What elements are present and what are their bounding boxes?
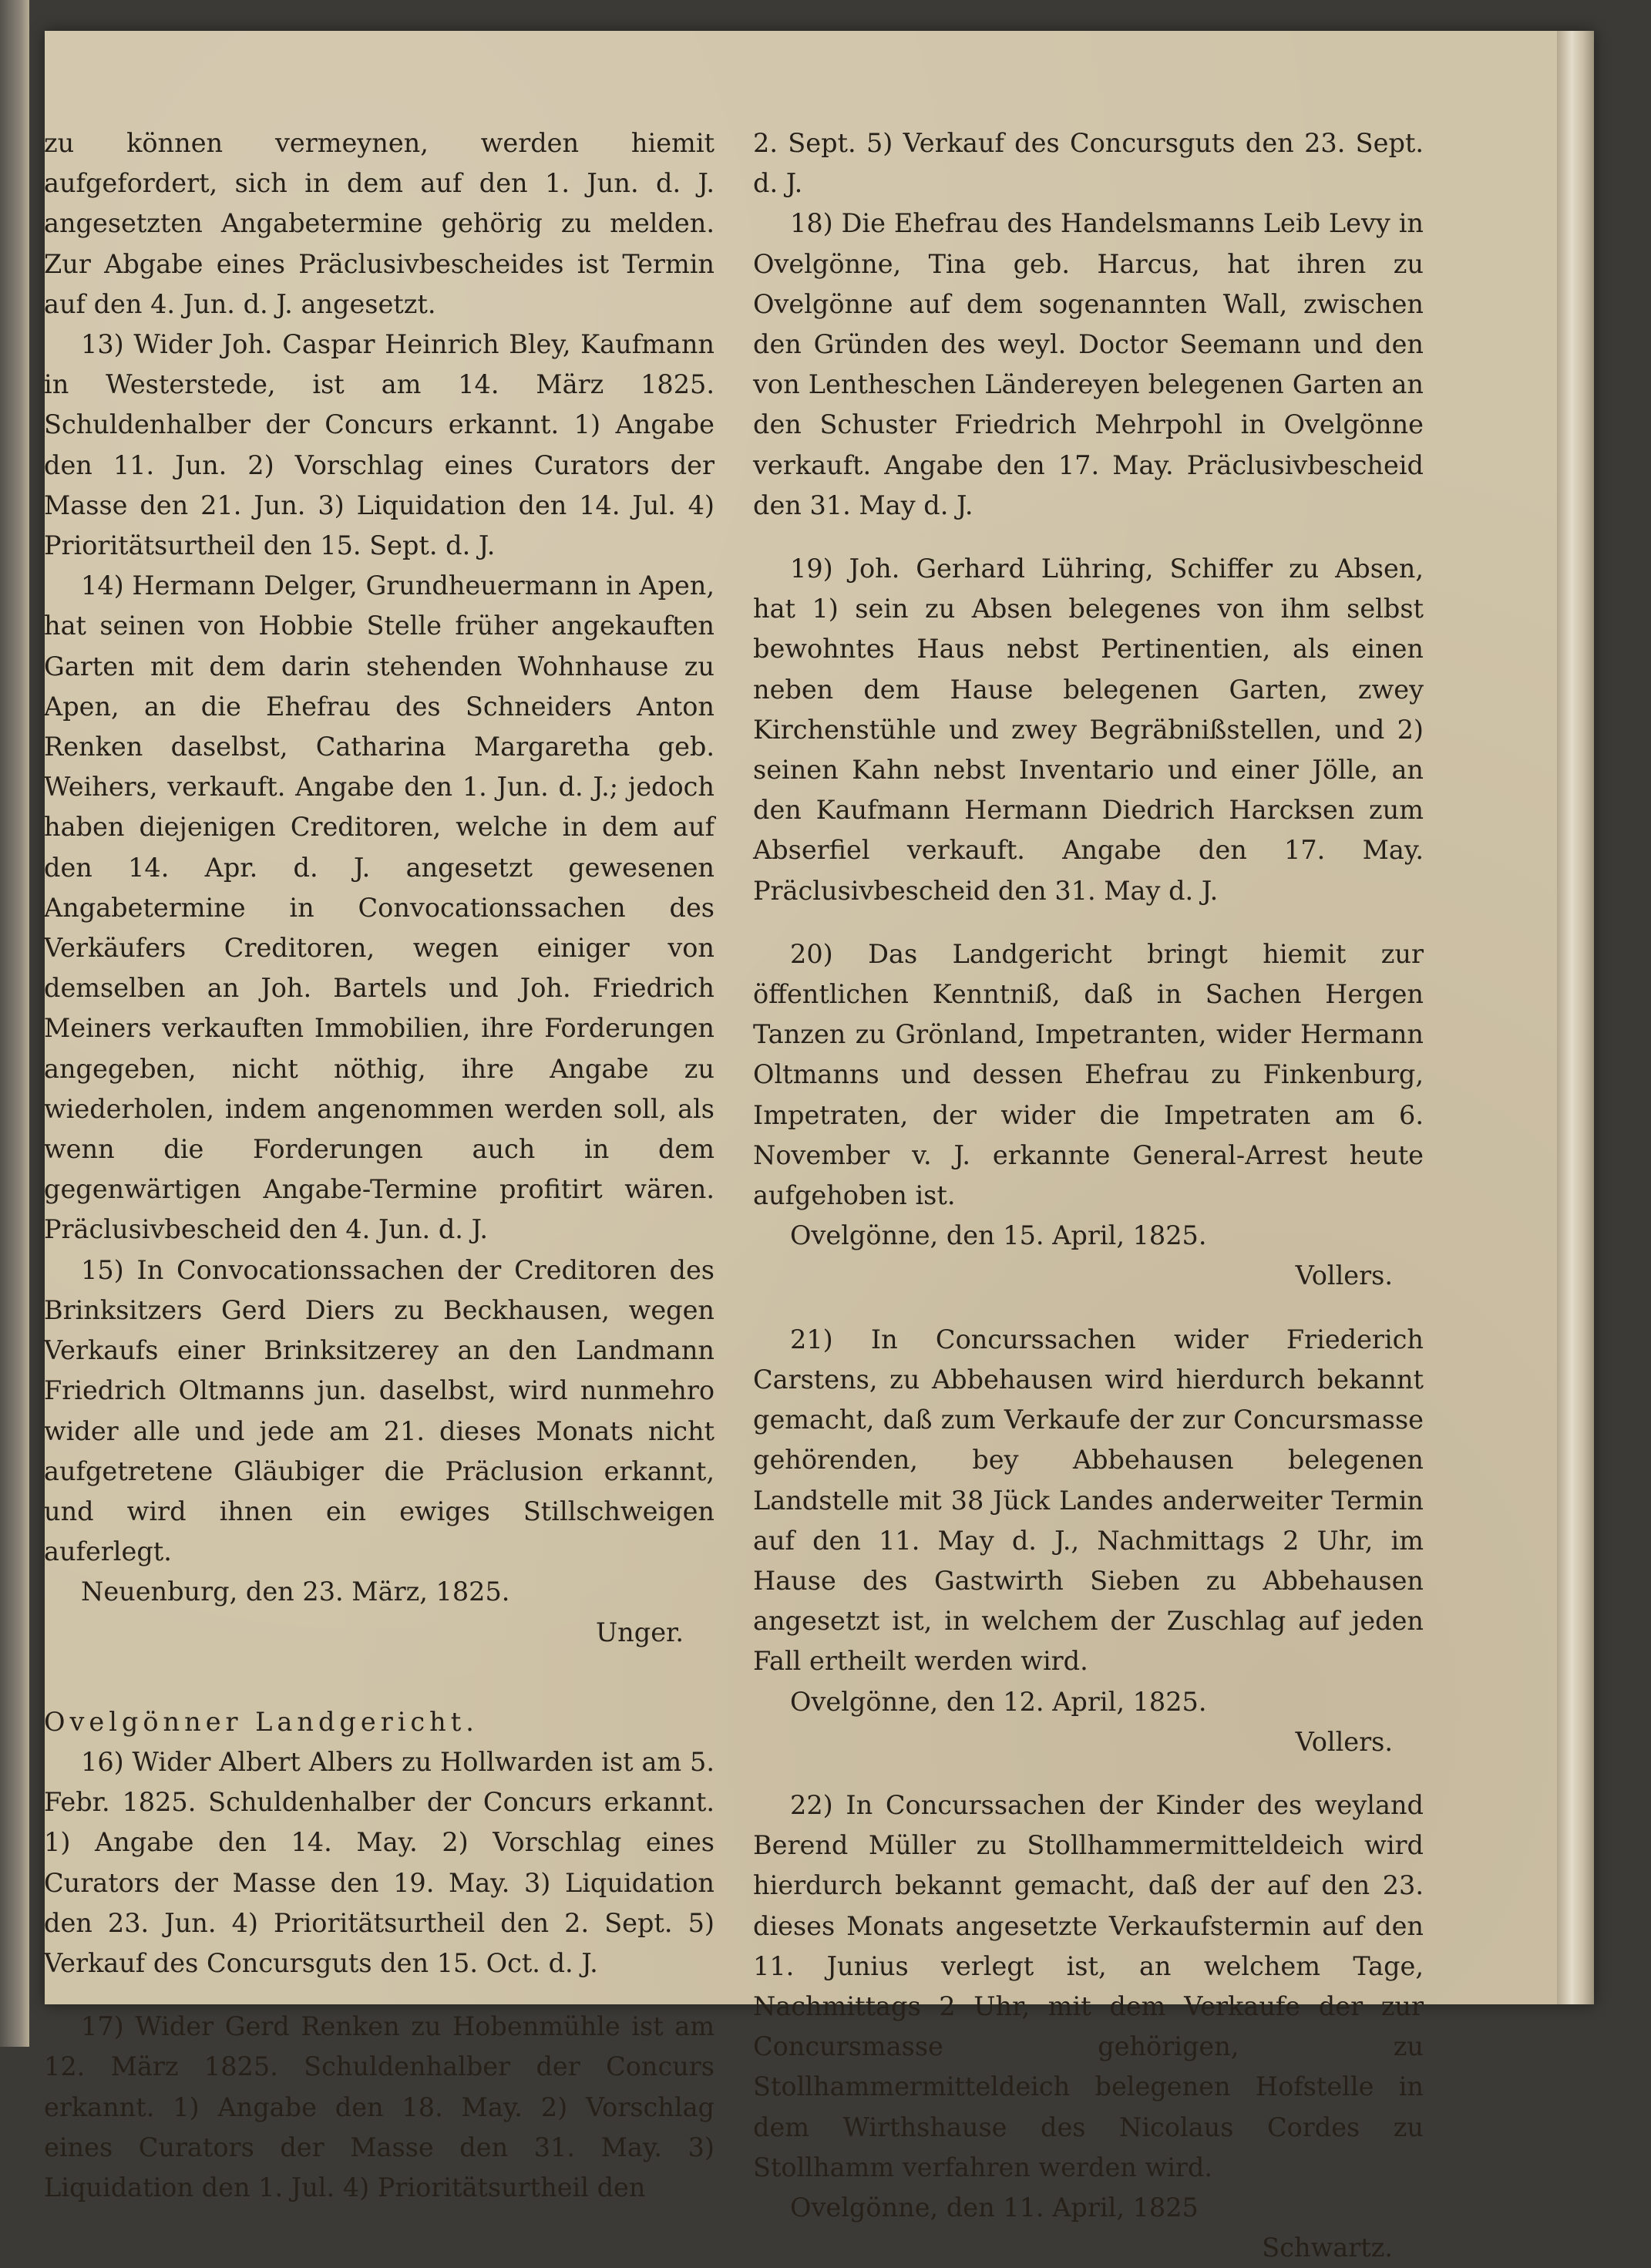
- notice-21: 21) In Concurssachen wider Friederich Carstens, zu Abbehausen wird hierdurch bekannt gemacht, daß zum Verkaufe der zur Concursmasse gehörenden, bey Abbehausen belegenen Landstelle mit 38 Jück Landes anderweiter Termin auf den 11. May d. J., Nachmittags 2 Uhr, im Hause des Gastwirth Sieben zu Abbehausen angesetzt ist, in welchem der Zuschlag auf jeden Fall ertheilt werden wird.: [753, 1324, 1424, 1677]
- paragraph-continued: zu können vermeynen, werden hiemit aufgefordert, sich in dem auf den 1. Jun. d. J. angesetzten Angabetermine gehörig zu melden. Zur Abgabe eines Präclusivbescheides ist Termin auf den 4. Jun. d. J. angesetzt.: [44, 128, 715, 319]
- notice-22: 22) In Concurssachen der Kinder des weyland Berend Müller zu Stollhammermitteldeich wird hierdurch bekannt gemacht, daß der auf den 23. dieses Monats angesetzte Verkaufstermin auf den 11. Junius verlegt ist, an welchem Tage, Nachmittags 2 Uhr, mit dem Verkaufe der zur Concursmasse gehörigen, zu Stollhammermitteldeich belegenen Hofstelle in dem Wirthshause des Nicolaus Cordes zu Stollhamm verfahren werden wird.: [753, 1789, 1424, 2182]
- place-date-neuenburg: Neuenburg, den 23. März, 1825.: [81, 1576, 510, 1607]
- signature-unger: Unger.: [595, 1617, 684, 1647]
- notice-19: 19) Joh. Gerhard Lühring, Schiffer zu Absen, hat 1) sein zu Absen belegenes von ihm selbst bewohntes Haus nebst Pertinentien, als einen neben dem Hause belegenen Garten, zwey Kirchenstühle und zwey Begräbnißstellen, und 2) seinen Kahn nebst Inventario und einer Jölle, an den Kaufmann Hermann Diedrich Harcksen zum Abserfiel verkauft. Angabe den 17. May. Präclusivbescheid den 31. May d. J.: [753, 554, 1424, 906]
- section-heading: Ovelgönner Landgericht.: [44, 1706, 479, 1737]
- place-date-ovelgonne-11: Ovelgönne, den 11. April, 1825: [790, 2192, 1199, 2223]
- right-column: [753, 123, 1424, 2268]
- notice-14: 14) Hermann Delger, Grundheuermann in Apen, hat seinen von Hobbie Stelle früher angekauften Garten mit dem darin stehenden Wohnhause zu Apen, an die Ehefrau des Schneiders Anton Renken daselbst, Catharina Margaretha geb. Weihers, verkauft. Angabe den 1. Jun. d. J.; jedoch haben diejenigen Creditoren, welche in dem auf den 14. Apr. d. J. angesetzt gewesenen Angabetermine in Convocationssachen des Verkäufers Creditoren, wegen einiger von demselben an Joh. Bartels und Joh. Friedrich Meiners verkauften Immobilien, ihre Forderungen angegeben, nicht nöthig, ihre Angabe zu wiederholen, indem angenommen werden soll, als wenn die Forderungen auch in dem gegenwärtigen Angabe-Termine profitirt wären. Präclusivbescheid den 4. Jun. d. J.: [44, 570, 715, 1245]
- signature-vollers-1: Vollers.: [1295, 1260, 1393, 1291]
- notice-20: 20) Das Landgericht bringt hiemit zur öffentlichen Kenntniß, daß in Sachen Hergen Tanzen zu Grönland, Impetranten, wider Hermann Oltmanns und dessen Ehefrau zu Finkenburg, Impetraten, der wider die Impetraten am 6. November v. J. erkannte General-Arrest heute aufgehoben ist.: [753, 938, 1424, 1211]
- notice-15: 15) In Convocationssachen der Creditoren des Brinksitzers Gerd Diers zu Beckhausen, wegen Verkaufs einer Brinksitzerey an den Landmann Friedrich Oltmanns jun. daselbst, wird nunmehro wider alle und jede am 21. dieses Monats nicht aufgetretene Gläubiger die Präclusion erkannt, und wird ihnen ein ewiges Stillschweigen auferlegt.: [44, 1254, 715, 1567]
- notice-16: 16) Wider Albert Albers zu Hollwarden ist am 5. Febr. 1825. Schuldenhalber der Concurs erkannt. 1) Angabe den 14. May. 2) Vorschlag eines Curators der Masse den 19. May. 3) Liquidation den 23. Jun. 4) Prioritätsurtheil den 2. Sept. 5) Verkauf des Concursguts den 15. Oct. d. J.: [44, 1746, 715, 1978]
- left-column: [44, 123, 715, 2208]
- paragraph-continued: 2. Sept. 5) Verkauf des Concursguts den 23. Sept. d. J.: [753, 128, 1424, 199]
- signature-schwartz: Schwartz.: [1262, 2233, 1393, 2263]
- place-date-ovelgonne-12: Ovelgönne, den 12. April, 1825.: [790, 1686, 1207, 1717]
- notice-13: 13) Wider Joh. Caspar Heinrich Bley, Kaufmann in Westerstede, ist am 14. März 1825. Schuldenhalber der Concurs erkannt. 1) Angabe den 11. Jun. 2) Vorschlag eines Curators der Masse den 21. Jun. 3) Liquidation den 14. Jul. 4) Prioritätsurtheil den 15. Sept. d. J.: [44, 329, 715, 561]
- page-edges: [1557, 31, 1594, 2004]
- signature-vollers-2: Vollers.: [1295, 1726, 1393, 1757]
- place-date-ovelgonne-15: Ovelgönne, den 15. April, 1825.: [790, 1220, 1207, 1251]
- notice-18: 18) Die Ehefrau des Handelsmanns Leib Levy in Ovelgönne, Tina geb. Harcus, hat ihren zu Ovelgönne auf dem sogenannten Wall, zwischen den Gründen des weyl. Doctor Seemann und den von Lentheschen Ländereyen belegenen Garten an den Schuster Friedrich Mehrpohl in Ovelgönne verkauft. Angabe den 17. May. Präclusivbescheid den 31. May d. J.: [753, 208, 1424, 520]
- book-spine: [0, 0, 29, 2047]
- notice-17: 17) Wider Gerd Renken zu Hobenmühle ist am 12. März 1825. Schuldenhalber der Concurs erkannt. 1) Angabe den 18. May. 2) Vorschlag eines Curators der Masse den 31. May. 3) Liquidation den 1. Jul. 4) Prioritätsurtheil den: [44, 2011, 715, 2202]
